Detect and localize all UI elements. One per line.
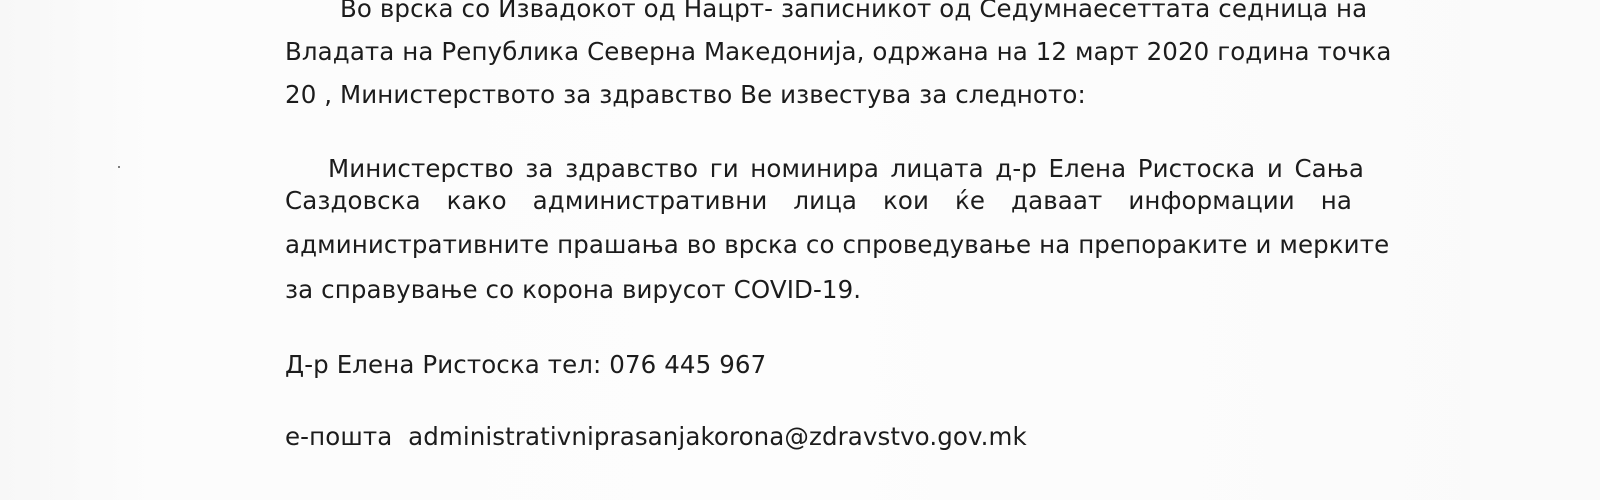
paragraph2-line3: административните прашања во врска со спроведување на препораките и мерките [285, 230, 1390, 259]
scan-speck [118, 166, 120, 168]
paragraph1-line2: Владата на Република Северна Македонија, одржана на 12 март 2020 година точка [285, 37, 1392, 66]
paragraph2-line1: Министерство за здравство ги номинира лицата д-р Елена Ристоска и Сања [328, 154, 1364, 183]
contact-email-line[interactable]: е-пошта administrativniprasanjakorona@zdravstvo.gov.mk [285, 422, 1027, 451]
paragraph2-line4: за справување со корона вирусот COVID-19. [285, 275, 862, 304]
paragraph2-line2: Саздовска како административни лица кои ќе даваат информации на [285, 186, 1352, 215]
paragraph1-line3: 20 , Министерството за здравство Ве известува за следното: [285, 80, 1086, 109]
contact-phone-line: Д-р Елена Ристоска тел: 076 445 967 [285, 350, 767, 379]
paragraph1-line1: Во врска со Извадокот од Нацрт- записникот од Седумнаесеттата седница на [340, 0, 1368, 23]
